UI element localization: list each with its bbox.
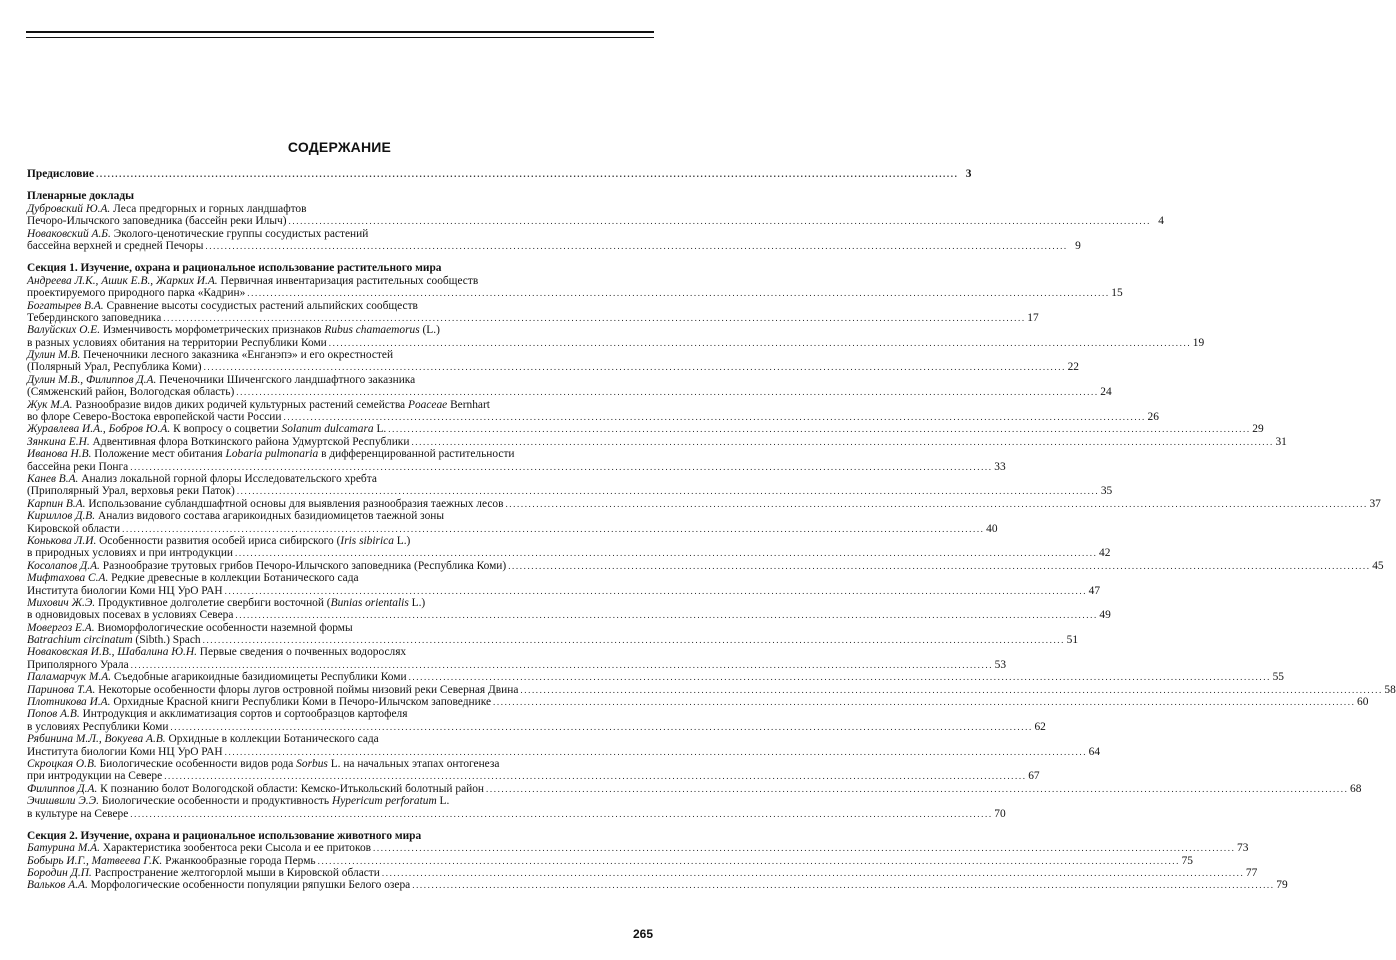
- toc-entry: Паринова Т.А. Некоторые особенности флоры лугов островной поймы низовий реки Северная Двина ..... 58: [27, 684, 653, 696]
- toc-entry: Михович Ж.Э. Продуктивное долголетие свербиги восточной (Bunias orientalis L.): [27, 596, 426, 609]
- author: Попов А.В.: [27, 708, 80, 721]
- toc-entry-preface: Предисловие ..... 3: [27, 168, 653, 180]
- toc-entry: Рябинина М.Л., Вокуева А.В. Орхидные в коллекции Ботанического сада: [27, 733, 379, 746]
- table-of-contents: [27, 168, 1396, 892]
- page-ref: 24: [1100, 386, 1112, 399]
- author: Дулин М.В.: [27, 349, 81, 362]
- page-ref: 9: [1075, 239, 1081, 252]
- toc-entry-cont: Печоро-Илычского заповедника (бассейн реки Илыч) ..... 4: [27, 215, 653, 227]
- page-ref: 37: [1369, 497, 1381, 510]
- author: Бобырь И.Г., Матвеева Г.К.: [27, 854, 163, 867]
- toc-entry-cont: в разных условиях обитания на территории Республики Коми ..... 19: [27, 337, 653, 349]
- toc-entry: Батурина М.А. Характеристика зообентоса реки Сысола и ее притоков ..... 73: [27, 842, 653, 854]
- author: Скроцкая О.В.: [27, 757, 97, 770]
- section-heading-1: Секция 1. Изучение, охрана и рациональное использование растительного мира: [27, 262, 442, 275]
- page-ref: 58: [1384, 683, 1396, 696]
- page-ref: 53: [994, 658, 1007, 671]
- toc-entry-cont: Института биологии Коми НЦ УрО РАН ..... 64: [27, 746, 653, 758]
- page-ref: 73: [1237, 842, 1249, 855]
- author: Батурина М.А.: [27, 842, 100, 855]
- author: Паринова Т.А.: [27, 683, 96, 696]
- page-ref: 4: [1158, 215, 1164, 228]
- page-ref: 3: [965, 168, 972, 180]
- page-number: 265: [632, 927, 653, 941]
- page-ref: 67: [1028, 770, 1040, 783]
- page-ref: 26: [1147, 411, 1159, 424]
- author: Филиппов Д.А.: [27, 782, 98, 795]
- toc-entry: Конькова Л.И. Особенности развития особей ириса сибирского (Iris sibirica L.): [27, 534, 411, 547]
- toc-entry: Кириллов Д.В. Анализ видового состава агарикоидных базидиомицетов таежной зоны: [27, 510, 445, 523]
- toc-entry-cont: (Сямженский район, Вологодская область) ..... 24: [27, 386, 653, 398]
- toc-entry-cont: в культуре на Севере ..... 70: [27, 808, 653, 820]
- author: Эчишвили Э.Э.: [27, 795, 99, 808]
- page-ref: 17: [1027, 311, 1039, 324]
- toc-entry: Журавлева И.А., Бобров Ю.А. К вопросу о соцветии Solanum dulcamara L. ..... 29: [27, 423, 653, 435]
- author: Новаковская И.В., Шабалина Ю.Н.: [27, 646, 197, 659]
- author: Андреева Л.К., Ашик Е.В., Жарких И.А.: [27, 274, 218, 287]
- toc-entry: Плотникова И.А. Орхидные Красной книги Республики Коми в Печоро-Илычском заповеднике ..... 60: [27, 696, 653, 708]
- toc-entry: Паламарчук М.А. Съедобные агарикоидные базидиомицеты Республики Коми ..... 55: [27, 671, 653, 683]
- toc-entry-cont: Batrachium circinatum (Sibth.) Spach ..... 51: [27, 634, 653, 646]
- toc-entry: Вальков А.А. Морфологические особенности популяции ряпушки Белого озера ..... 79: [27, 879, 653, 891]
- toc-entry: Дулин М.В. Печеночники лесного заказника «Енганэпэ» и его окрестностей: [27, 349, 394, 362]
- page-title: СОДЕРЖАНИЕ: [287, 139, 392, 155]
- toc-entry: Богатырев В.А. Сравнение высоты сосудистых растений альпийских сообществ: [27, 299, 418, 312]
- top-rule-thin: [26, 37, 654, 38]
- toc-entry: Валуйских О.Е. Изменчивость морфометрических признаков Rubus chamaemorus (L.): [27, 324, 440, 337]
- toc-entry-cont: проектируемого природного парка «Кадрин» ..... 15: [27, 287, 653, 299]
- toc-entry: Дубровский Ю.А. Леса предгорных и горных ландшафтов: [27, 202, 307, 215]
- page-ref: 19: [1192, 336, 1205, 349]
- toc-entry-cont: во флоре Северо-Востока европейской части России ..... 26: [27, 411, 653, 423]
- toc-entry-cont: при интродукции на Севере ..... 67: [27, 770, 653, 782]
- toc-entry: Карпин В.А. Использование субландшафтной основы для выявления разнообразия таежных лесов ..... 37: [27, 498, 653, 510]
- toc-entry: Андреева Л.К., Ашик Е.В., Жарких И.А. Первичная инвентаризация растительных сообществ: [27, 274, 479, 287]
- author: Плотникова И.А.: [27, 696, 111, 709]
- section-heading-2: Секция 2. Изучение, охрана и рациональное использование животного мира: [27, 829, 422, 842]
- page-ref: 31: [1275, 435, 1287, 448]
- page-ref: 47: [1088, 584, 1101, 597]
- toc-entry: Бобырь И.Г., Матвеева Г.К. Ржанкообразные города Пермь ..... 75: [27, 855, 653, 867]
- author: Жук М.А.: [27, 398, 73, 411]
- toc-entry-cont: бассейна реки Понга ..... 33: [27, 461, 653, 473]
- page-ref: 35: [1100, 485, 1113, 498]
- author: Конькова Л.И.: [27, 534, 97, 547]
- toc-entry: Новаковская И.В., Шабалина Ю.Н. Первые сведения о почвенных водорослях: [27, 646, 407, 659]
- page-ref: 55: [1272, 671, 1284, 684]
- page-ref: 22: [1067, 361, 1079, 374]
- page-ref: 15: [1111, 287, 1123, 300]
- author: Валуйских О.Е.: [27, 324, 101, 337]
- page-ref: 42: [1099, 547, 1111, 560]
- author: Карпин В.А.: [27, 497, 86, 510]
- toc-entry-cont: в природных условиях и при интродукции ..... 42: [27, 547, 653, 559]
- toc-entry: Жук М.А. Разнообразие видов диких родичей культурных растений семейства Poaceae Bernhart: [27, 398, 490, 411]
- top-rule-thick: [26, 31, 654, 33]
- author: Новаковский А.Б.: [27, 227, 111, 240]
- page-ref: 62: [1034, 720, 1046, 733]
- toc-entry: Зянкина Е.Н. Адвентивная флора Воткинского района Удмуртской Республики ..... 31: [27, 436, 653, 448]
- page-ref: 49: [1099, 609, 1111, 622]
- author: Канев В.А.: [27, 472, 79, 485]
- toc-entry: Косолапов Д.А. Разнообразие трутовых грибов Печоро-Илычского заповедника (Республика Коми) ..... 45: [27, 560, 653, 572]
- author: Кириллов Д.В.: [27, 510, 96, 523]
- page-ref: 29: [1252, 423, 1264, 436]
- toc-entry: Скроцкая О.В. Биологические особенности видов рода Sorbus L. на начальных этапах онтогенеза: [27, 757, 500, 770]
- toc-entry: Филиппов Д.А. К познанию болот Вологодской области: Кемско-Итькольский болотный район ..... 68: [27, 783, 653, 795]
- toc-entry: Новаковский А.Б. Эколого-ценотические группы сосудистых растений: [27, 227, 369, 240]
- author: Журавлева И.А., Бобров Ю.А.: [27, 423, 171, 436]
- page-ref: 45: [1372, 559, 1384, 572]
- page-ref: 75: [1181, 854, 1193, 867]
- page-ref: 51: [1066, 634, 1079, 647]
- author: Михович Ж.Э.: [27, 596, 96, 609]
- page-ref: 33: [994, 460, 1006, 473]
- author: Мифтахова С.А.: [27, 572, 109, 585]
- author: Дулин М.В., Филиппов Д.А.: [27, 373, 157, 386]
- toc-entry: Иванова Н.В. Положение мест обитания Lobaria pulmonaria в дифференцированной растительности: [27, 448, 515, 461]
- toc-entry: Попов А.В. Интродукция и акклиматизация сортов и сортообразцов картофеля: [27, 708, 408, 721]
- author: Иванова Н.В.: [27, 448, 92, 461]
- author: Мовергоз Е.А.: [27, 621, 95, 634]
- toc-entry: Дулин М.В., Филиппов Д.А. Печеночники Шиченгского ландшафтного заказника: [27, 373, 416, 386]
- toc-entry-cont: бассейна верхней и средней Печоры ..... 9: [27, 240, 653, 252]
- toc-entry: Мифтахова С.А. Редкие древесные в коллекции Ботанического сада: [27, 572, 359, 585]
- page-ref: 40: [986, 522, 998, 535]
- author: Паламарчук М.А.: [27, 671, 112, 684]
- page-ref: 70: [994, 807, 1006, 820]
- author: Богатырев В.А.: [27, 299, 104, 312]
- toc-entry-cont: Приполярного Урала ..... 53: [27, 659, 653, 671]
- toc-entry: Бородин Д.П. Распространение желтогорлой мыши в Кировской области ..... 77: [27, 867, 653, 879]
- toc-entry-cont: в условиях Республики Коми ..... 62: [27, 721, 653, 733]
- toc-entry-cont: в одновидовых посевах в условиях Севера ..... 49: [27, 609, 653, 621]
- page-ref: 60: [1357, 696, 1369, 709]
- page-ref: 64: [1088, 745, 1101, 758]
- toc-entry-cont: Тебердинского заповедника ..... 17: [27, 312, 653, 324]
- toc-entry-cont: Института биологии Коми НЦ УрО РАН ..... 47: [27, 585, 653, 597]
- toc-entry-cont: Кировской области ..... 40: [27, 523, 653, 535]
- toc-entry-cont: (Полярный Урал, Республика Коми) ..... 22: [27, 361, 653, 373]
- author: Бородин Д.П.: [27, 867, 92, 880]
- author: Косолапов Д.А.: [27, 559, 100, 572]
- author: Вальков А.А.: [27, 879, 88, 892]
- toc-entry: Эчишвили Э.Э. Биологические особенности и продуктивность Hypericum perforatum L.: [27, 795, 450, 808]
- page-ref: 77: [1245, 867, 1258, 880]
- toc-entry: Мовергоз Е.А. Виоморфологические особенности наземной формы: [27, 621, 353, 634]
- author: Зянкина Е.Н.: [27, 435, 90, 448]
- author: Рябинина М.Л., Вокуева А.В.: [27, 733, 166, 746]
- section-heading-plenary: Пленарные доклады: [27, 190, 135, 203]
- page-ref: 79: [1276, 879, 1288, 892]
- toc-entry: Канев В.А. Анализ локальной горной флоры Исследовательского хребта: [27, 472, 377, 485]
- author: Дубровский Ю.А.: [27, 202, 111, 215]
- page-ref: 68: [1350, 782, 1362, 795]
- toc-entry-cont: (Приполярный Урал, верховья реки Паток) ..... 35: [27, 485, 653, 497]
